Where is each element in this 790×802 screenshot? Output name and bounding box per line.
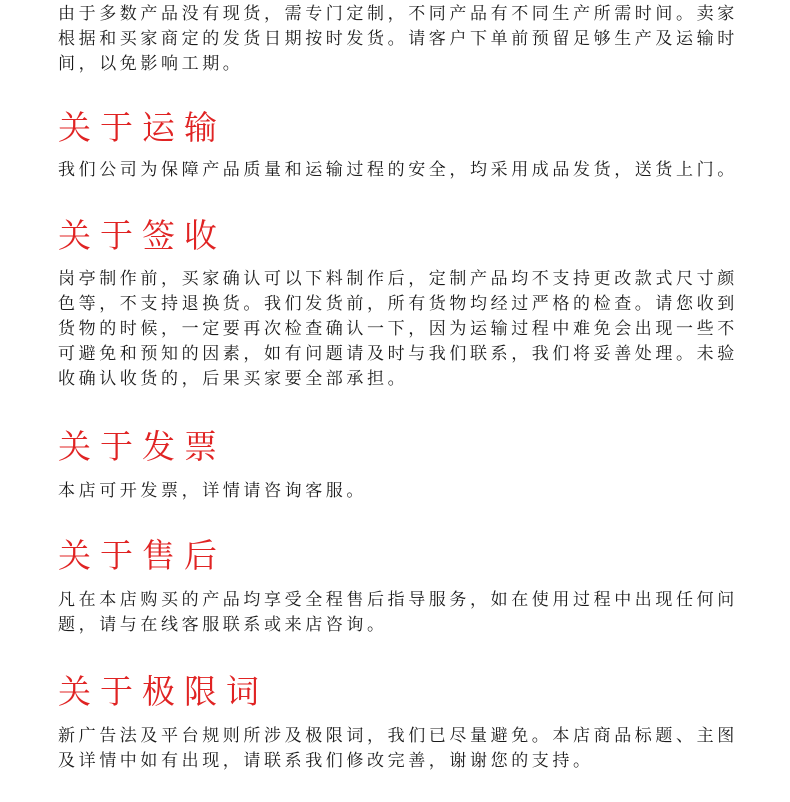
intro-paragraph: 由于多数产品没有现货，需专门定制，不同产品有不同生产所需时间。卖家根据和买家商定的发货日期按时发货。请客户下单前预留足够生产及运输时间，以免影响工期。	[58, 4, 738, 74]
section-title-extreme-words: 关于极限词	[58, 672, 268, 711]
section-text-invoice: 本店可开发票，详情请咨询客服。	[58, 481, 367, 501]
section-title-invoice: 关于发票	[58, 427, 226, 466]
section-text-shipping: 我们公司为保障产品质量和运输过程的安全，均采用成品发货，送货上门。	[58, 160, 738, 180]
section-title-receipt: 关于签收	[58, 216, 226, 255]
section-title-after-sales: 关于售后	[58, 536, 226, 575]
section-text-extreme-words: 新广告法及平台规则所涉及极限词，我们已尽量避免。本店商品标题、主图及详情中如有出现，请联系我们修改完善，谢谢您的支持。	[58, 726, 738, 771]
section-title-shipping: 关于运输	[58, 108, 226, 147]
section-text-after-sales: 凡在本店购买的产品均享受全程售后指导服务，如在使用过程中出现任何问题，请与在线客服联系或来店咨询。	[58, 590, 738, 635]
section-text-receipt: 岗亭制作前，买家确认可以下料制作后，定制产品均不支持更改款式尺寸颜色等，不支持退换货。我们发货前，所有货物均经过严格的检查。请您收到货物的时候，一定要再次检查确认一下，因为运输过程中难免会出现一些不可避免和预知的因素，如有问题请及时与我们联系，我们将妥善处理。未验收确认收货的，后果买家要全部承担。	[58, 269, 738, 389]
